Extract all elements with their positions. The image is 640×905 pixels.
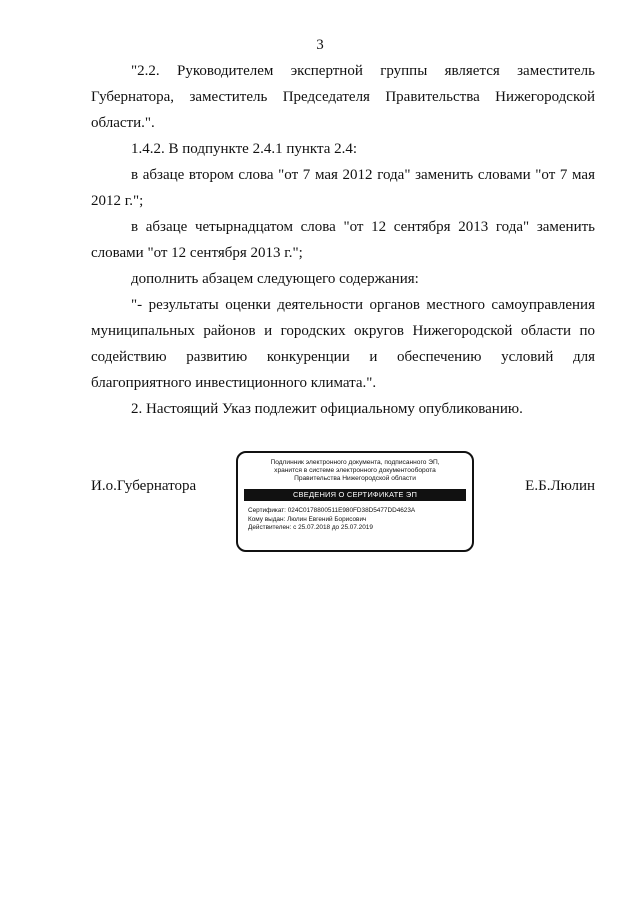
paragraph-publication: 2. Настоящий Указ подлежит официальному опубликованию. bbox=[131, 401, 523, 417]
signatory-position: И.о.Губернатора bbox=[91, 478, 197, 494]
certificate-number: Сертификат: 024C0178800511E980FD38D5477DD4623A bbox=[248, 507, 416, 514]
paragraph-abzac-vtorom: в абзаце втором слова "от 7 мая 2012 года" заменить словами "от 7 мая 2012 г."; bbox=[91, 167, 595, 209]
certificate-info-bar: СВЕДЕНИЯ О СЕРТИФИКАТЕ ЭП bbox=[244, 489, 466, 501]
stamp-header-line: хранится в системе электронного документооборота bbox=[274, 467, 436, 474]
paragraph-rezultaty: "- результаты оценки деятельности органов местного самоуправления муниципальных районов и городских округов Нижегородской области по содействию развитию конкуренции и обеспечению условий для благоприятного инвестиционного климата.". bbox=[91, 297, 595, 391]
paragraph-2-2: "2.2. Руководителем экспертной группы является заместитель Губернатора, заместитель Председателя Правительства Нижегородской области.". bbox=[91, 63, 595, 131]
certificate-owner: Кому выдан: Люлин Евгений Борисович bbox=[248, 515, 367, 523]
page-number: 3 bbox=[316, 37, 324, 53]
document-body bbox=[91, 58, 595, 422]
certificate-details bbox=[248, 507, 472, 533]
paragraph-dopolnit: дополнить абзацем следующего содержания: bbox=[131, 271, 419, 287]
signatory-name: Е.Б.Люлин bbox=[525, 478, 595, 494]
certificate-validity: Действителен: с 25.07.2018 до 25.07.2019 bbox=[248, 524, 373, 531]
paragraph-abzac-chetyrnadcatom: в абзаце четырнадцатом слова "от 12 сентября 2013 года" заменить словами "от 12 сентября 2013 г."; bbox=[91, 219, 595, 261]
electronic-signature-stamp bbox=[236, 451, 474, 552]
stamp-header bbox=[238, 459, 472, 483]
paragraph-1-4-2: 1.4.2. В подпункте 2.4.1 пункта 2.4: bbox=[131, 141, 358, 157]
stamp-header-line: Подлинник электронного документа, подписанного ЭП, bbox=[270, 459, 440, 466]
stamp-header-line: Правительства Нижегородской области bbox=[294, 475, 416, 482]
